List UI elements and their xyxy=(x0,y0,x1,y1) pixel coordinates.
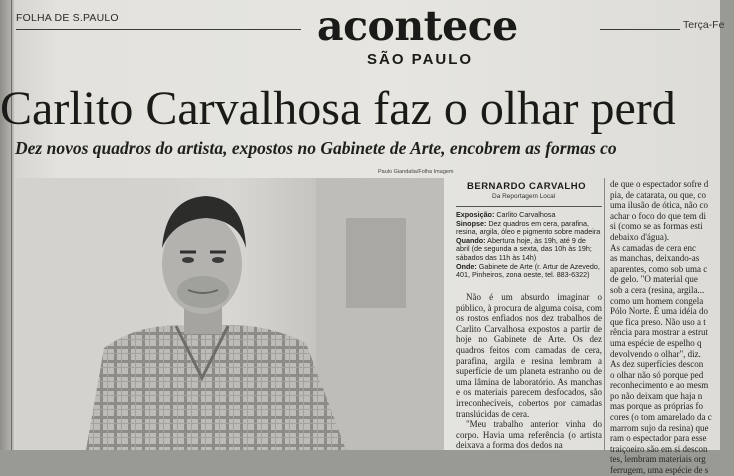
artist-portrait-image xyxy=(16,178,444,450)
column-2-line: ferrugem, uma espécie de s xyxy=(610,465,709,476)
column-divider xyxy=(604,178,605,450)
column-2-line: po não deixam que haja n xyxy=(610,390,703,401)
column-2-line: debaixo d'água). xyxy=(610,231,670,242)
page-edge-line xyxy=(11,0,12,450)
section-masthead-city: SÃO PAULO xyxy=(367,51,474,68)
column-2-line: que fica preso. Não uso a t xyxy=(610,316,706,327)
column-2-line: de gelo. "O material que xyxy=(610,274,698,285)
article-headline: Carlito Carvalhosa faz o olhar perd xyxy=(0,82,676,135)
info-where: Onde: Gabinete de Arte (r. Artur de Azevedo, 401, Pinheiros, zona oeste, tel. 883-6322) xyxy=(456,261,600,280)
article-column-2 xyxy=(610,179,734,476)
column-2-line: uma espécie de espelho q xyxy=(610,337,702,348)
header-rule-right xyxy=(600,29,680,30)
column-2-line: aparentes, como sob uma c xyxy=(610,263,708,274)
column-2-line: mas porque as próprias fo xyxy=(610,401,703,412)
info-exhibition: Exposição: Carlito Carvalhosa xyxy=(456,210,556,219)
byline-rule xyxy=(456,206,602,207)
column-2-line: achar o foco do que tem di xyxy=(610,210,706,221)
header-rule-left xyxy=(16,29,301,30)
column-2-line: ram o espectador para esse xyxy=(610,433,707,444)
article-byline: BERNARDO CARVALHO xyxy=(467,181,586,192)
article-column-1 xyxy=(456,292,602,451)
column-2-line: As dez superfícies descon xyxy=(610,359,704,370)
section-masthead: acontece xyxy=(317,2,518,50)
column-1-paragraph: Não é um absurdo imaginar o público, à procura de alguma coisa, com os rostos enfiados nos dez trabalhos de Carlito Carvalhosa expostos a partir de hoje no Gabinete de Arte. Os dez quadros feitos com camadas de cera, parafina, argila e resina lembram a superfície de um planeta estranho ou de uma lâmina de laboratório. As manchas e os materiais parecem desfocados, são irreconhecíveis, cobertos por camadas translúcidas de cera. xyxy=(456,292,602,419)
column-2-line: pia, de catarata, ou que, co xyxy=(610,189,706,200)
column-2-line: sob a cera (resina, argila... xyxy=(610,284,705,295)
column-2-line: si (como se as formas esti xyxy=(610,221,703,232)
newspaper-name: FOLHA DE S.PAULO xyxy=(16,12,119,24)
header-date: Terça-Fe xyxy=(683,19,725,31)
column-2-line: cores (o tom amarelado da c xyxy=(610,412,712,423)
column-2-line: as manchas, deixando-as xyxy=(610,253,700,264)
article-byline-desk: Da Reportagem Local xyxy=(492,193,556,200)
column-2-line: tes, lembram materiais org xyxy=(610,454,706,465)
column-2-line: rência para mostrar a estrut xyxy=(610,327,708,338)
column-2-line: devolvendo o olhar", diz. xyxy=(610,348,701,359)
column-1-paragraph: "Meu trabalho anterior vinha do corpo. Havia uma referência (o artista deixava a forma dos dedos na xyxy=(456,419,602,451)
column-2-line: traiçoeiro são em si descon xyxy=(610,443,708,454)
column-2-line: As camadas de cera enc xyxy=(610,242,696,253)
artist-photo xyxy=(16,178,444,450)
photo-credit: Paulo Giandalia/Folha Imagem xyxy=(378,169,454,175)
column-2-line: Pólo Norte. É uma idéia do xyxy=(610,306,708,317)
info-when: Quando: Abertura hoje, às 19h, até 9 de abril (de segunda a sexta, das 10h às 19h; sábados das 11h às 14h) xyxy=(456,235,592,262)
column-2-line: reconhecimento e ao mesm xyxy=(610,380,709,391)
column-2-line: o olhar não só porque ped xyxy=(610,369,704,380)
column-2-line: de que o espectador sofre d xyxy=(610,179,709,189)
exhibition-info-box xyxy=(456,211,601,280)
column-2-line: como um homem congela xyxy=(610,295,704,306)
article-subhead: Dez novos quadros do artista, expostos no Gabinete de Arte, encobrem as formas co xyxy=(15,138,617,158)
column-2-line: uma ilusão de ótica, não co xyxy=(610,200,708,211)
column-2-line: marrom sujo da resina) que xyxy=(610,422,709,433)
info-synopsis: Sinopse: Dez quadros em cera, parafina, resina, argila, óleo e pigmento sobre madeira xyxy=(456,218,601,237)
